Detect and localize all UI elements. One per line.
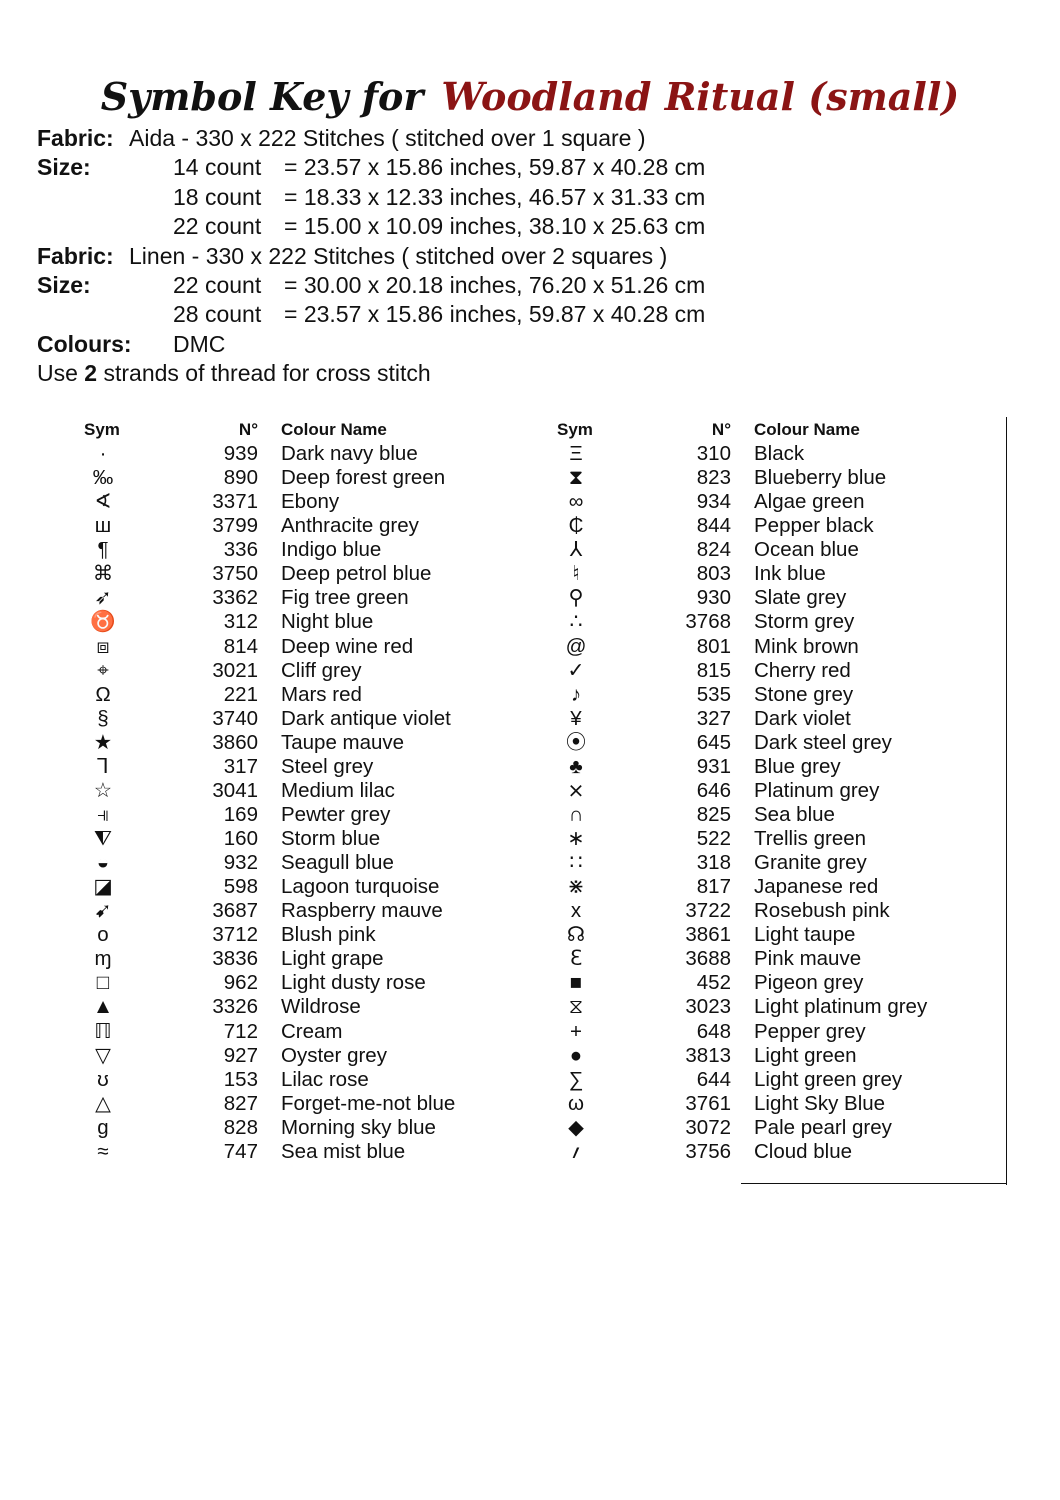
stitch-symbol: ⋇	[567, 875, 585, 899]
stitch-symbol: ♉	[90, 610, 116, 634]
page-title	[0, 74, 1060, 119]
dmc-number: 962	[223, 971, 258, 995]
colour-name: Taupe mauve	[281, 730, 405, 754]
table-row	[553, 1044, 1003, 1068]
colour-name: Ink blue	[754, 562, 826, 586]
dmc-number: 817	[696, 875, 731, 899]
table-row	[80, 947, 530, 971]
stitch-symbol: ʊ	[97, 1067, 109, 1091]
aida-fabric-row	[37, 124, 1037, 153]
dmc-number: 3712	[212, 923, 258, 947]
dmc-number: 747	[223, 1139, 258, 1163]
size-result: = 23.57 x 15.86 inches, 59.87 x 40.28 cm	[284, 301, 706, 328]
stitch-symbol: ⧖	[568, 995, 584, 1019]
linen-fabric-row	[37, 242, 1037, 271]
dmc-number: 598	[223, 875, 258, 899]
dmc-number: 522	[696, 827, 731, 850]
colour-name: Oyster grey	[281, 1043, 387, 1067]
colour-name: Lagoon turquoise	[281, 875, 440, 899]
dmc-number: 931	[696, 754, 731, 778]
size-count: 18 count	[173, 183, 262, 210]
pattern-name: Woodland Ritual (small)	[441, 74, 960, 119]
colour-name: Light platinum grey	[754, 995, 928, 1019]
stitch-symbol: ∗	[567, 827, 585, 850]
stitch-symbol: ⦿	[565, 730, 587, 754]
dmc-number: 312	[223, 610, 258, 634]
colour-name: Light grape	[281, 947, 384, 971]
table-row	[553, 1092, 1003, 1116]
dmc-number: 825	[696, 802, 731, 826]
dmc-number: 3687	[212, 899, 258, 923]
dmc-number: 327	[696, 706, 731, 730]
table-row	[553, 1068, 1003, 1092]
table-row	[80, 466, 530, 490]
header-num: N°	[238, 420, 258, 439]
table-row	[80, 514, 530, 538]
table-header	[553, 418, 1003, 442]
table-row	[80, 971, 530, 995]
colour-name: Anthracite grey	[281, 514, 419, 538]
colour-name: Light Sky Blue	[754, 1091, 886, 1115]
stitch-symbol: +	[570, 1019, 582, 1043]
dmc-number: 803	[696, 562, 731, 586]
colour-name: Night blue	[281, 610, 374, 634]
colour-name: Dark navy blue	[281, 442, 418, 465]
stitch-symbol: ➶	[94, 586, 112, 610]
stitch-symbol: ∑	[568, 1067, 584, 1091]
colour-name: Raspberry mauve	[281, 899, 443, 923]
stitch-symbol: ⚲	[568, 586, 584, 610]
table-row	[80, 490, 530, 514]
table-row	[553, 947, 1003, 971]
colour-name: Mink brown	[754, 634, 859, 658]
table-row	[80, 731, 530, 755]
size-label: Size:	[37, 154, 91, 181]
table-row	[80, 1020, 530, 1044]
stitch-symbol: Ξ	[569, 442, 583, 465]
stitch-symbol: ⧗	[568, 466, 584, 490]
table-row	[80, 827, 530, 851]
dmc-number: 823	[696, 466, 731, 490]
colour-name: Pepper grey	[754, 1019, 866, 1043]
dmc-number: 3761	[685, 1091, 731, 1115]
size-result: = 18.33 x 12.33 inches, 46.57 x 31.33 cm	[284, 183, 706, 210]
table-row	[553, 803, 1003, 827]
dmc-number: 452	[696, 971, 731, 995]
stitch-symbol: ⌘	[92, 562, 114, 586]
size-count: 28 count	[173, 301, 262, 328]
table-row	[553, 899, 1003, 923]
stitch-symbol: ɱ	[94, 947, 112, 971]
stitch-symbol: ◆	[568, 1115, 584, 1139]
header-sym: Sym	[557, 420, 593, 439]
fabric-label: Fabric:	[37, 242, 114, 269]
table-row	[553, 635, 1003, 659]
dmc-number: 153	[223, 1067, 258, 1091]
colour-name: Dark antique violet	[281, 706, 451, 730]
stitch-symbol: ш	[94, 514, 112, 538]
stitch-symbol: ➹	[94, 899, 112, 923]
stitch-symbol: ⅄	[569, 538, 583, 562]
colour-name: Platinum grey	[754, 778, 880, 802]
table-row	[553, 514, 1003, 538]
stitch-symbol: ω	[567, 1091, 584, 1115]
dmc-number: 3326	[212, 995, 258, 1019]
dmc-number: 3861	[685, 923, 731, 947]
colour-name: Lilac rose	[281, 1067, 369, 1091]
dmc-number: 932	[223, 851, 258, 875]
table-row	[553, 562, 1003, 586]
dmc-number: 3740	[212, 706, 258, 730]
colour-name: Deep petrol blue	[281, 562, 432, 586]
stitch-symbol: ■	[569, 971, 583, 995]
stitch-symbol: ⌖	[97, 658, 109, 682]
colours-value: DMC	[173, 330, 226, 357]
stitch-symbol: ⧈	[96, 634, 110, 658]
header-sym: Sym	[84, 420, 120, 439]
stitch-symbol: @	[565, 634, 587, 658]
table-row	[80, 851, 530, 875]
dmc-number: 801	[696, 634, 731, 658]
colours-row	[37, 330, 1037, 359]
colour-name: Pewter grey	[281, 802, 391, 826]
stitch-symbol: ⨯	[567, 778, 585, 802]
colour-name: Slate grey	[754, 586, 847, 610]
strands-pre: Use	[37, 360, 85, 387]
aida-size-row	[37, 153, 1037, 182]
size-result: = 30.00 x 20.18 inches, 76.20 x 51.26 cm	[284, 271, 706, 298]
stitch-symbol: ●	[569, 1043, 583, 1067]
colour-name: Cliff grey	[281, 658, 362, 682]
dmc-number: 535	[696, 682, 731, 706]
table-row	[553, 971, 1003, 995]
dmc-number: 3021	[212, 658, 258, 682]
table-row	[553, 875, 1003, 899]
colour-name: Blush pink	[281, 923, 376, 947]
dmc-number: 645	[696, 730, 731, 754]
table-row	[553, 466, 1003, 490]
colour-name: Trellis green	[754, 827, 867, 850]
stitch-symbol: ∩	[568, 802, 584, 826]
colour-name: Pale pearl grey	[754, 1115, 892, 1139]
stitch-symbol: ☆	[93, 778, 113, 802]
colour-name: Cherry red	[754, 658, 851, 682]
colour-name: Dark violet	[754, 706, 851, 730]
dmc-number: 890	[223, 466, 258, 490]
size-count: 14 count	[173, 154, 262, 181]
table-row	[553, 1140, 1003, 1164]
colour-name: Dark steel grey	[754, 730, 892, 754]
stitch-symbol: ∞	[568, 490, 584, 514]
table-row	[553, 731, 1003, 755]
table-row	[553, 1020, 1003, 1044]
stitch-symbol: ℇ	[569, 947, 583, 971]
stitch-symbol: ≈	[97, 1139, 109, 1163]
fabric-label: Fabric:	[37, 125, 114, 151]
strands-note	[37, 359, 431, 388]
table-row	[80, 779, 530, 803]
colour-name: Blueberry blue	[754, 466, 887, 490]
table-row	[553, 755, 1003, 779]
symbol-table-right	[553, 418, 1003, 1164]
colour-name: Sea blue	[754, 802, 835, 826]
dmc-number: 939	[223, 442, 258, 465]
colour-name: Light green grey	[754, 1067, 903, 1091]
stitch-symbol: ♮	[572, 562, 580, 586]
stitch-symbol: ▲	[92, 995, 114, 1019]
table-row	[80, 442, 530, 466]
colour-name: Storm blue	[281, 827, 381, 850]
colour-name: Rosebush pink	[754, 899, 890, 923]
strands-post: strands of thread for cross stitch	[97, 360, 431, 387]
dmc-number: 648	[696, 1019, 731, 1043]
table-row	[80, 610, 530, 634]
dmc-number: 318	[696, 851, 731, 875]
table-row	[553, 538, 1003, 562]
table-row	[80, 659, 530, 683]
strands-count: 2	[84, 360, 98, 387]
dmc-number: 3371	[212, 490, 258, 514]
table-row	[80, 899, 530, 923]
table-row	[553, 683, 1003, 707]
dmc-number: 827	[223, 1091, 258, 1115]
colour-name: Morning sky blue	[281, 1115, 436, 1139]
colour-name: Blue grey	[754, 754, 841, 778]
table-row	[80, 538, 530, 562]
stitch-symbol: ₵	[568, 514, 584, 538]
stitch-symbol: ℿ	[94, 1019, 112, 1043]
dmc-number: 815	[696, 658, 731, 682]
table-row	[553, 610, 1003, 634]
table-row	[80, 923, 530, 947]
colour-name: Seagull blue	[281, 851, 394, 875]
colour-name: Granite grey	[754, 851, 867, 875]
dmc-number: 221	[223, 682, 258, 706]
table-row	[80, 1092, 530, 1116]
dmc-number: 3836	[212, 947, 258, 971]
colour-name: Deep forest green	[281, 466, 446, 490]
dmc-number: 310	[696, 442, 731, 465]
table-row	[80, 635, 530, 659]
dmc-number: 160	[223, 827, 258, 850]
dmc-number: 3750	[212, 562, 258, 586]
title-prefix: Symbol Key for	[100, 74, 424, 119]
colour-name: Storm grey	[754, 610, 855, 634]
colour-name: Light green	[754, 1043, 857, 1067]
table-row	[553, 827, 1003, 851]
header-name: Colour Name	[754, 420, 860, 439]
table-row	[80, 562, 530, 586]
dmc-number: 3362	[212, 586, 258, 610]
table-row	[80, 1140, 530, 1164]
dmc-number: 828	[223, 1115, 258, 1139]
table-row	[553, 995, 1003, 1019]
strands-row	[37, 359, 1037, 388]
dmc-number: 3768	[685, 610, 731, 634]
dmc-number: 336	[223, 538, 258, 562]
stitch-symbol: ∷	[569, 851, 583, 875]
dmc-number: 712	[223, 1019, 258, 1043]
table-row	[553, 707, 1003, 731]
table-row	[553, 923, 1003, 947]
stitch-symbol: ∴	[569, 610, 583, 634]
table-row	[553, 659, 1003, 683]
colour-name: Ocean blue	[754, 538, 859, 562]
table-row	[553, 442, 1003, 466]
table-row	[80, 755, 530, 779]
stitch-symbol: ·	[99, 442, 107, 465]
stitch-symbol: x	[570, 899, 582, 923]
fabric-specs	[37, 124, 1037, 389]
table-row	[553, 851, 1003, 875]
colour-name: Cream	[281, 1019, 343, 1043]
size-count: 22 count	[173, 213, 262, 240]
stitch-symbol: ★	[93, 730, 113, 754]
dmc-number: 934	[696, 490, 731, 514]
stitch-symbol: ⅂	[97, 754, 109, 778]
dmc-number: 317	[223, 754, 258, 778]
stitch-symbol: ∢	[94, 490, 112, 514]
stitch-symbol: ⧨	[93, 827, 113, 850]
stitch-symbol: ☊	[566, 923, 586, 947]
dmc-number: 3722	[685, 899, 731, 923]
dmc-number: 3813	[685, 1043, 731, 1067]
dmc-number: 844	[696, 514, 731, 538]
stitch-symbol: ♪	[570, 682, 582, 706]
table-row	[80, 586, 530, 610]
table-row	[80, 683, 530, 707]
table-row	[80, 803, 530, 827]
symbol-table-left	[80, 418, 530, 1164]
colour-name: Cloud blue	[754, 1139, 853, 1163]
aida-size-row	[37, 212, 1037, 241]
stitch-symbol: §	[97, 706, 109, 730]
dmc-number: 927	[223, 1043, 258, 1067]
table-row	[80, 1044, 530, 1068]
colour-name: Ebony	[281, 490, 340, 514]
colour-name: Forget-me-not blue	[281, 1091, 456, 1115]
dmc-number: 3041	[212, 778, 258, 802]
table-header	[80, 418, 530, 442]
dmc-number: 646	[696, 778, 731, 802]
table-right-border	[1006, 417, 1007, 1185]
stitch-symbol: ◒	[96, 851, 110, 875]
stitch-symbol: ‰	[92, 466, 114, 490]
dmc-number: 3688	[685, 947, 731, 971]
table-row	[80, 875, 530, 899]
stitch-symbol: ⫣	[96, 802, 110, 826]
colour-name: Pepper black	[754, 514, 874, 538]
stitch-symbol: g	[97, 1115, 109, 1139]
table-row	[553, 490, 1003, 514]
linen-fabric-value: Linen - 330 x 222 Stitches ( stitched over 2 squares )	[129, 242, 668, 269]
stitch-symbol: ✓	[567, 658, 585, 682]
colour-name: Deep wine red	[281, 634, 414, 658]
dmc-number: 644	[696, 1067, 731, 1091]
dmc-number: 3860	[212, 730, 258, 754]
colour-name: Steel grey	[281, 754, 374, 778]
dmc-number: 814	[223, 634, 258, 658]
colour-name: Japanese red	[754, 875, 879, 899]
aida-size-row	[37, 183, 1037, 212]
table-row	[80, 707, 530, 731]
colour-name: Wildrose	[281, 995, 361, 1019]
size-result: = 15.00 x 10.09 inches, 38.10 x 25.63 cm	[284, 213, 706, 240]
table-row	[553, 1116, 1003, 1140]
size-result: = 23.57 x 15.86 inches, 59.87 x 40.28 cm	[284, 154, 706, 181]
header-num: N°	[711, 420, 731, 439]
dmc-number: 3799	[212, 514, 258, 538]
table-row	[553, 586, 1003, 610]
colour-name: Indigo blue	[281, 538, 382, 562]
table-row	[80, 1068, 530, 1092]
colours-label: Colours:	[37, 330, 132, 357]
table-row	[553, 779, 1003, 803]
table-row	[80, 1116, 530, 1140]
stitch-symbol: ▽	[95, 1043, 111, 1067]
stitch-symbol: ؍	[569, 1139, 582, 1163]
stitch-symbol: ◪	[93, 875, 113, 899]
stitch-symbol: ¥	[570, 706, 582, 730]
colour-name: Mars red	[281, 682, 362, 706]
dmc-number: 3756	[685, 1139, 731, 1163]
linen-size-row	[37, 300, 1037, 329]
colour-name: Sea mist blue	[281, 1139, 406, 1163]
colour-name: Pink mauve	[754, 947, 862, 971]
size-label: Size:	[37, 271, 91, 298]
linen-size-row	[37, 271, 1037, 300]
colour-name: Fig tree green	[281, 586, 409, 610]
stitch-symbol: ♣	[569, 754, 583, 778]
colour-name: Light taupe	[754, 923, 856, 947]
stitch-symbol: ¶	[97, 538, 109, 562]
aida-fabric-value: Aida - 330 x 222 Stitches ( stitched over 1 square )	[129, 125, 646, 151]
stitch-symbol: Ω	[95, 682, 111, 706]
colour-name: Stone grey	[754, 682, 854, 706]
table-row	[80, 995, 530, 1019]
stitch-symbol: o	[97, 923, 109, 947]
stitch-symbol: △	[95, 1091, 111, 1115]
header-name: Colour Name	[281, 420, 387, 439]
colour-name: Black	[754, 442, 805, 465]
dmc-number: 3072	[685, 1115, 731, 1139]
colour-name: Pigeon grey	[754, 971, 864, 995]
dmc-number: 3023	[685, 995, 731, 1019]
colour-name: Algae green	[754, 490, 865, 514]
dmc-number: 930	[696, 586, 731, 610]
colour-name: Medium lilac	[281, 778, 395, 802]
dmc-number: 169	[223, 802, 258, 826]
size-count: 22 count	[173, 271, 262, 298]
stitch-symbol: □	[96, 971, 110, 995]
table-bottom-border	[741, 1183, 1007, 1184]
dmc-number: 824	[696, 538, 731, 562]
colour-name: Light dusty rose	[281, 971, 426, 995]
